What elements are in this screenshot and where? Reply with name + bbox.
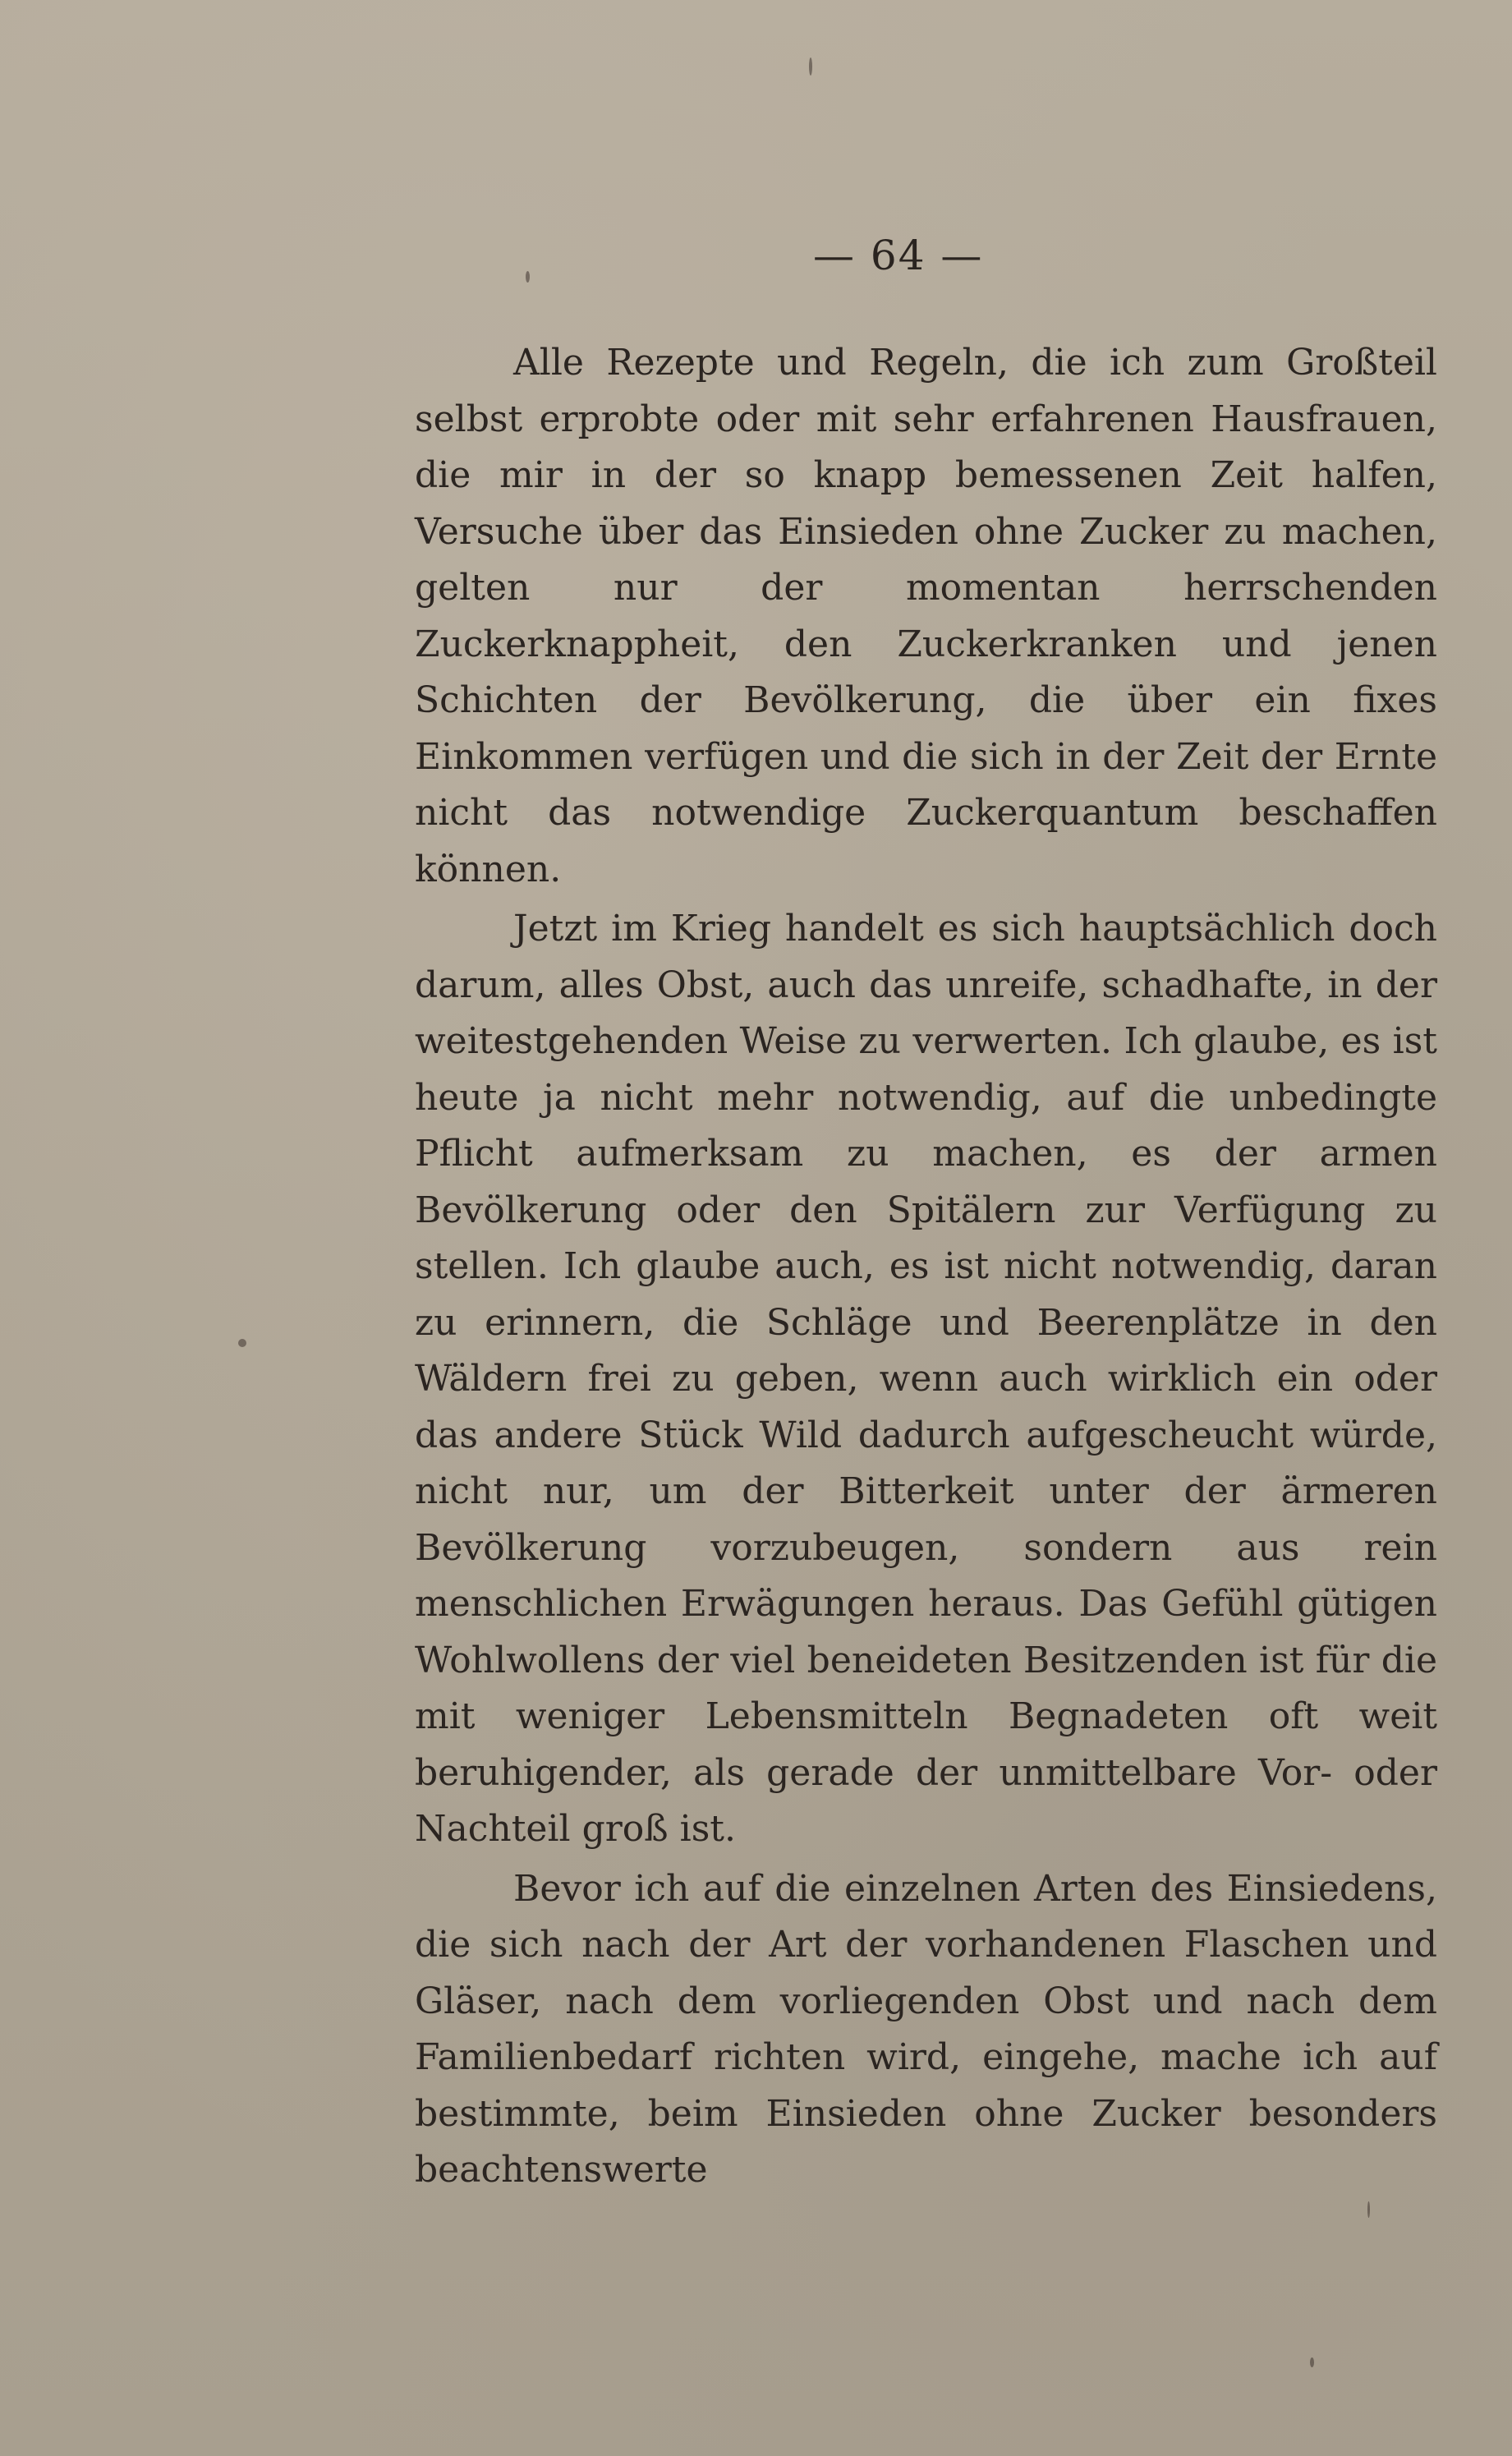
body-text — [415, 335, 1437, 2199]
paragraph-2: Jetzt im Krieg handelt es sich hauptsächlich doch darum, alles Obst, auch das unreife, schadhafte, in der weitestgehenden Weise zu verwerten. Ich glaube, es ist heute ja nicht mehr notwendig, auf die unbedingte Pflicht aufmerksam zu machen, es der armen Bevölkerung oder den Spitälern zur Verfügung zu stellen. Ich glaube auch, es ist nicht notwendig, daran zu erinnern, die Schläge und Beerenplätze in den Wäldern frei zu geben, wenn auch wirklich ein oder das andere Stück Wild dadurch aufgescheucht würde, nicht nur, um der Bitterkeit unter der ärmeren Bevölkerung vorzubeugen, sondern aus rein menschlichen Erwägungen heraus. Das Gefühl gütigen Wohlwollens der viel beneideten Besitzenden ist für die mit weniger Lebensmitteln Begnadeten oft weit beruhigender, als gerade der unmittelbare Vor- oder Nachteil groß ist. — [415, 908, 1437, 1850]
paragraph-3: Bevor ich auf die einzelnen Arten des Einsiedens, die sich nach der Art der vorhandenen Flaschen und Gläser, nach dem vorliegenden Obst und nach dem Familienbedarf richten wird, eingehe, mache ich auf bestimmte, beim Einsieden ohne Zucker besonders beachtenswerte — [415, 1867, 1437, 2191]
paper-speck — [809, 57, 812, 76]
paper-speck — [238, 1339, 246, 1347]
paper-speck — [526, 271, 530, 283]
paragraph-1: Alle Rezepte und Regeln, die ich zum Großteil selbst erprobte oder mit sehr erfahrenen Hausfrauen, die mir in der so knapp bemessenen Zeit halfen, Versuche über das Einsieden ohne Zucker zu machen, gelten nur der momentan herrschenden Zuckerknappheit, den Zuckerkranken und jenen Schichten der Bevölkerung, die über ein fixes Einkommen verfügen und die sich in der Zeit der Ernte nicht das notwendige Zuckerquantum beschaffen können. — [415, 342, 1437, 890]
paper-speck — [1310, 2357, 1314, 2367]
paper-speck — [1367, 2201, 1370, 2218]
page-number: — 64 — — [813, 232, 984, 279]
